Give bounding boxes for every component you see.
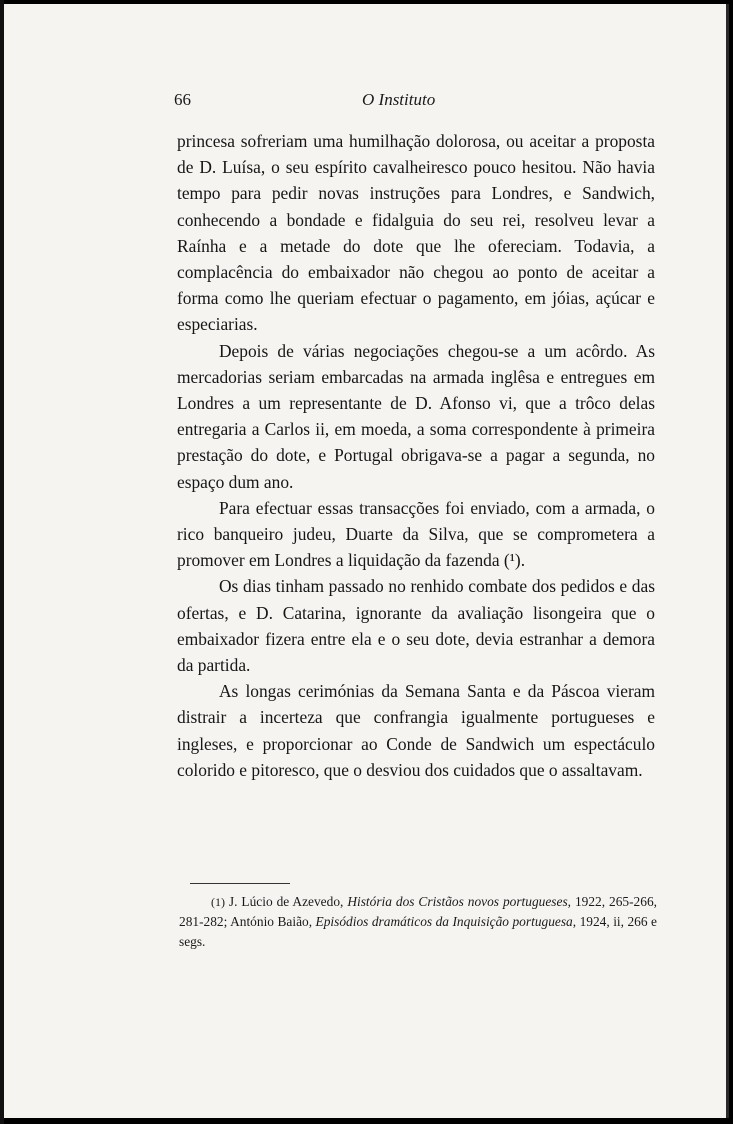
footnote-text: J. Lúcio de Azevedo, [225, 894, 348, 909]
footnote-text: , 1924, ii, 266 e segs. [179, 914, 657, 949]
footnote-divider [190, 883, 290, 884]
book-page [4, 4, 729, 1118]
paragraph: As longas cerimónias da Semana Santa e da Páscoa vieram distrair a incerteza que confrangia igualmente portugueses e ingleses, e proporcionar ao Conde de Sandwich um espectáculo colorido e pitoresco, que o desviou dos cuidados que o assaltavam. [177, 681, 655, 780]
paragraph: Para efectuar essas transacções foi enviado, com a armada, o rico banqueiro judeu, Duarte da Silva, que se comprometera a promover em Londres a liquidação da fazenda (¹). [177, 497, 655, 571]
paragraph: princesa sofreriam uma humilhação dolorosa, ou aceitar a proposta de D. Luísa, o seu espírito cavalheiresco pouco hesitou. Não havia tempo para pedir novas instruções para Londres, e Sandwich, conhecendo a bondade e fidalguia do seu rei, resolveu levar a Raínha e a metade do dote que lhe ofereciam. Todavia, a complacência do embaixador não chegou ao ponto de aceitar a forma como lhe queriam efectuar o pagamento, em jóias, açúcar e especiarias. [177, 131, 655, 335]
page-header [4, 90, 726, 114]
paragraph: Depois de várias negociações chegou-se a um acôrdo. As mercadorias seriam embarcadas na armada inglêsa e entregues em Londres a um representante de D. Afonso vi, que a trôco delas entregaria a Carlos ii, em moeda, a soma correspondente à primeira prestação do dote, e Portugal obrigava-se a pagar a segunda, no espaço dum ano. [177, 340, 655, 492]
footnote-title: História dos Cristãos novos portugueses [347, 894, 568, 909]
footnote-mark: (1) [211, 895, 225, 909]
running-title: O Instituto [362, 90, 436, 109]
body-text [177, 128, 655, 783]
footnote-title: Episódios dramáticos da Inquisição portuguesa [315, 914, 573, 929]
footnote-text: , 1922, 265-266, 281-282; António Baião, [179, 894, 657, 929]
footnote [179, 892, 657, 952]
paragraph: Os dias tinham passado no renhido combate dos pedidos e das ofertas, e D. Catarina, ignorante da avaliação lisongeira que o embaixador fizera entre ela e o seu dote, devia estranhar a demora da partida. [177, 576, 655, 676]
page-number: 66 [174, 90, 191, 109]
